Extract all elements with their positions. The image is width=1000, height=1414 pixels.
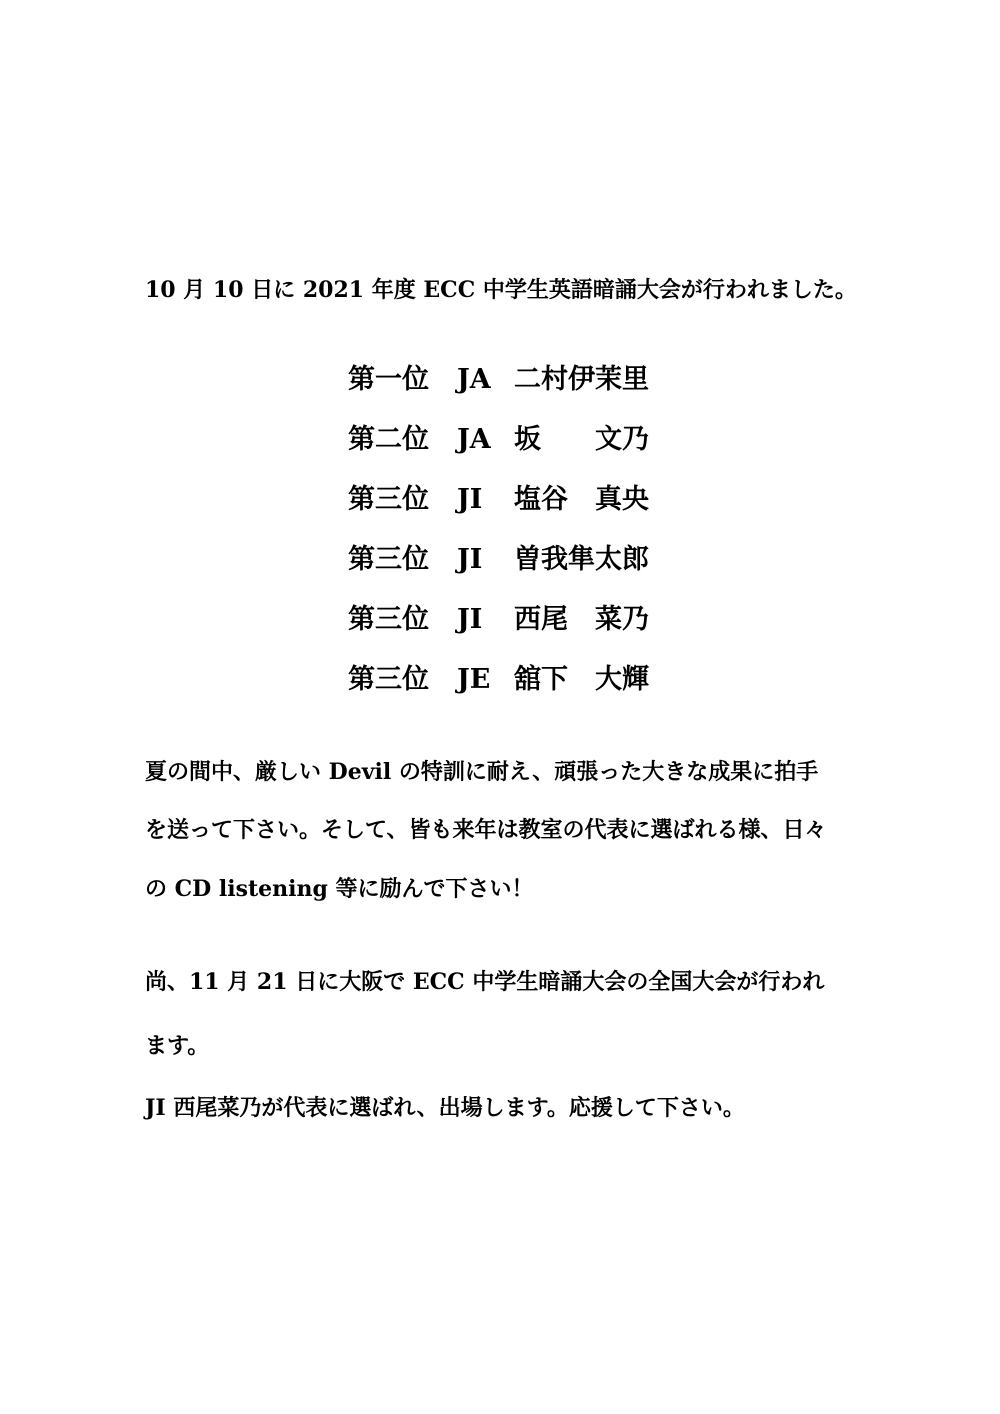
paragraph-line: ます。 — [145, 1033, 210, 1059]
ranking-row — [340, 480, 680, 540]
rank-label: 第一位 — [348, 364, 429, 395]
student-name: 舘下 大輝 — [514, 664, 649, 695]
rank-label: 第三位 — [348, 604, 429, 635]
paragraph-line: を送って下さい。そして、皆も来年は教室の代表に選ばれる様、日々 — [145, 817, 827, 843]
class-label: JI — [457, 544, 483, 575]
paragraph-line: 夏の間中、厳しい Devil の特訓に耐え、頑張った大きな成果に拍手 — [145, 759, 819, 785]
ranking-row — [340, 540, 680, 600]
rank-label: 第三位 — [348, 664, 429, 695]
ranking-row — [340, 600, 680, 660]
class-label: JI — [457, 604, 483, 635]
student-name: 二村伊茉里 — [514, 364, 649, 395]
ranking-row — [340, 360, 680, 420]
paragraph-line: の CD listening 等に励んで下さい！ — [145, 876, 534, 902]
paragraph-line: 尚、11 月 21 日に大阪で ECC 中学生暗誦大会の全国大会が行われ — [145, 969, 825, 995]
ranking-row — [340, 420, 680, 480]
rank-label: 第三位 — [348, 544, 429, 575]
rank-label: 第二位 — [348, 424, 429, 455]
paragraph-line: JI 西尾菜乃が代表に選ばれ、出場します。応援して下さい。 — [145, 1095, 745, 1121]
class-label: JA — [457, 424, 491, 455]
student-name: 塩谷 真央 — [514, 484, 649, 515]
student-name: 曽我隼太郎 — [514, 544, 649, 575]
rankings-list — [340, 360, 680, 720]
class-label: JA — [457, 364, 491, 395]
ranking-row — [340, 660, 680, 720]
class-label: JE — [457, 664, 491, 695]
rank-label: 第三位 — [348, 484, 429, 515]
class-label: JI — [457, 484, 483, 515]
student-name: 西尾 菜乃 — [514, 604, 649, 635]
student-name: 坂 文乃 — [514, 424, 649, 455]
intro-text: 10 月 10 日に 2021 年度 ECC 中学生英語暗誦大会が行われました。 — [145, 277, 857, 303]
